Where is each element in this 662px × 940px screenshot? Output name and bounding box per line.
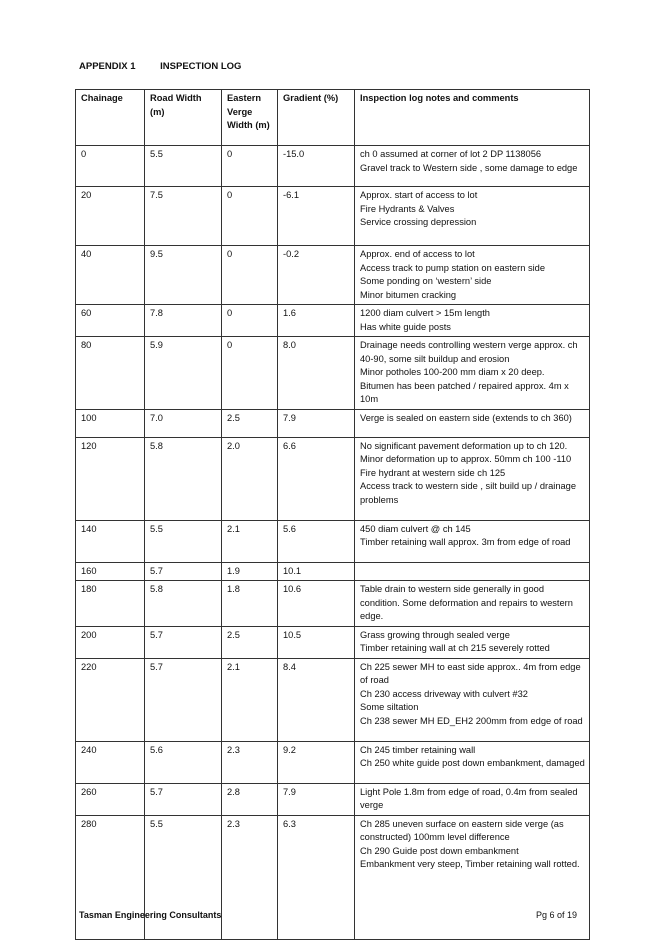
cell-road-width: 5.9 xyxy=(145,337,222,410)
note-line: Ch 230 access driveway with culvert #32 xyxy=(360,688,528,699)
cell-verge-width: 2.3 xyxy=(222,741,278,783)
table-row xyxy=(76,146,590,187)
cell-notes xyxy=(355,409,590,437)
cell-road-width: 5.5 xyxy=(145,146,222,187)
note-line: Embankment very steep, Timber retaining wall rotted. xyxy=(360,859,580,869)
col-eastern-verge-width: Eastern Verge Width (m) xyxy=(222,90,278,146)
table-row xyxy=(76,187,590,246)
note-line: Fire hydrant at western side ch 125 xyxy=(360,467,506,478)
note-line xyxy=(360,230,585,244)
cell-chainage: 40 xyxy=(76,246,145,305)
note-line: Some siltation xyxy=(360,702,419,712)
cell-notes xyxy=(355,246,590,305)
cell-road-width: 5.5 xyxy=(145,815,222,939)
cell-gradient: 5.6 xyxy=(278,520,355,562)
table-header-row xyxy=(76,90,590,146)
note-line: Bitumen has been patched / repaired approx. 4m x 10m xyxy=(360,380,569,404)
cell-road-width: 5.5 xyxy=(145,520,222,562)
cell-notes xyxy=(355,187,590,246)
note-line: Ch 245 timber retaining wall xyxy=(360,744,476,755)
note-line: 1200 diam culvert > 15m length xyxy=(360,308,490,318)
cell-gradient: 6.3 xyxy=(278,815,355,939)
cell-notes xyxy=(355,626,590,658)
cell-chainage: 220 xyxy=(76,658,145,741)
note-line: Has white guide posts xyxy=(360,321,451,332)
cell-chainage: 140 xyxy=(76,520,145,562)
cell-verge-width: 2.1 xyxy=(222,520,278,562)
cell-notes xyxy=(355,520,590,562)
cell-road-width: 7.0 xyxy=(145,409,222,437)
table-body xyxy=(76,146,590,940)
cell-road-width: 5.8 xyxy=(145,581,222,627)
note-line: Approx. end of access to lot xyxy=(360,249,475,259)
cell-road-width: 5.7 xyxy=(145,783,222,815)
table-row xyxy=(76,337,590,410)
note-line: Table drain to western side generally in good condition. Some deformation and repairs to western edge. xyxy=(360,584,573,621)
cell-verge-width: 1.9 xyxy=(222,562,278,581)
note-line: Timber retaining wall approx. 3m from edge of road xyxy=(360,537,571,547)
footer-page-number: Pg 6 of 19 xyxy=(536,910,578,920)
cell-notes xyxy=(355,562,590,581)
note-line: Grass growing through sealed verge xyxy=(360,629,510,640)
table-row xyxy=(76,741,590,783)
cell-road-width: 5.8 xyxy=(145,437,222,520)
cell-verge-width: 0 xyxy=(222,187,278,246)
cell-gradient: 10.1 xyxy=(278,562,355,581)
cell-verge-width: 2.5 xyxy=(222,626,278,658)
cell-gradient: 10.6 xyxy=(278,581,355,627)
cell-road-width: 9.5 xyxy=(145,246,222,305)
table-row xyxy=(76,581,590,627)
note-line: Drainage needs controlling western verge approx. ch 40-90, some silt buildup and erosion xyxy=(360,340,578,364)
cell-verge-width: 2.0 xyxy=(222,437,278,520)
note-line: Ch 250 white guide post down embankment, damaged xyxy=(360,758,585,768)
table-row xyxy=(76,520,590,562)
cell-verge-width: 1.8 xyxy=(222,581,278,627)
cell-gradient: 8.4 xyxy=(278,658,355,741)
cell-chainage: 20 xyxy=(76,187,145,246)
cell-verge-width: 2.1 xyxy=(222,658,278,741)
cell-chainage: 160 xyxy=(76,562,145,581)
note-line: Ch 285 uneven surface on eastern side verge (as constructed) 100mm level difference xyxy=(360,818,564,842)
cell-verge-width: 0 xyxy=(222,305,278,337)
note-line: Verge is sealed on eastern side (extends to ch 360) xyxy=(360,412,572,423)
table-row xyxy=(76,305,590,337)
cell-notes xyxy=(355,305,590,337)
cell-verge-width: 2.3 xyxy=(222,815,278,939)
cell-chainage: 280 xyxy=(76,815,145,939)
note-line: Access track to pump station on eastern side xyxy=(360,262,545,273)
cell-notes xyxy=(355,815,590,939)
cell-notes xyxy=(355,658,590,741)
cell-chainage: 100 xyxy=(76,409,145,437)
col-chainage: Chainage xyxy=(76,90,145,146)
cell-verge-width: 0 xyxy=(222,146,278,187)
footer-company: Tasman Engineering Consultants xyxy=(79,910,222,920)
cell-verge-width: 0 xyxy=(222,246,278,305)
cell-gradient: 7.9 xyxy=(278,783,355,815)
cell-chainage: 60 xyxy=(76,305,145,337)
note-line: No significant pavement deformation up to ch 120. Minor deformation up to approx. 50mm ch 100 -110 xyxy=(360,440,572,464)
cell-verge-width: 2.8 xyxy=(222,783,278,815)
note-line: ch 0 assumed at corner of lot 2 DP 1138056 xyxy=(360,149,542,159)
cell-chainage: 120 xyxy=(76,437,145,520)
table-row xyxy=(76,562,590,581)
cell-chainage: 180 xyxy=(76,581,145,627)
note-line: Light Pole 1.8m from edge of road, 0.4m from sealed verge xyxy=(360,786,578,810)
cell-gradient: 7.9 xyxy=(278,409,355,437)
table-row xyxy=(76,626,590,658)
note-line: Approx. start of access to lot xyxy=(360,190,478,200)
cell-chainage: 240 xyxy=(76,741,145,783)
cell-verge-width: 2.5 xyxy=(222,409,278,437)
appendix-title: INSPECTION LOG xyxy=(160,61,242,72)
cell-chainage: 0 xyxy=(76,146,145,187)
cell-gradient: -6.1 xyxy=(278,187,355,246)
table-row xyxy=(76,783,590,815)
note-line: Gravel track to Western side , some damage to edge xyxy=(360,162,578,173)
table-row xyxy=(76,815,590,939)
note-line: Ch 225 sewer MH to east side approx.. 4m from edge of road xyxy=(360,661,581,685)
cell-notes xyxy=(355,146,590,187)
note-line: Ch 290 Guide post down embankment xyxy=(360,845,519,856)
cell-gradient: 9.2 xyxy=(278,741,355,783)
appendix-label: APPENDIX 1 xyxy=(79,61,136,72)
cell-chainage: 200 xyxy=(76,626,145,658)
note-line: Minor potholes 100-200 mm diam x 20 deep. xyxy=(360,367,545,377)
col-road-width: Road Width (m) xyxy=(145,90,222,146)
appendix-heading xyxy=(79,61,241,72)
cell-notes xyxy=(355,581,590,627)
inspection-log-table xyxy=(75,89,590,940)
cell-road-width: 5.7 xyxy=(145,626,222,658)
col-notes: Inspection log notes and comments xyxy=(355,90,590,146)
cell-notes xyxy=(355,437,590,520)
table-row xyxy=(76,246,590,305)
note-line: Ch 238 sewer MH ED_EH2 200mm from edge of road xyxy=(360,715,583,726)
note-line: Minor bitumen cracking xyxy=(360,289,457,300)
note-line: 450 diam culvert @ ch 145 xyxy=(360,523,471,534)
cell-notes xyxy=(355,337,590,410)
cell-road-width: 7.5 xyxy=(145,187,222,246)
table-row xyxy=(76,437,590,520)
note-line: Service crossing depression xyxy=(360,217,477,227)
cell-verge-width: 0 xyxy=(222,337,278,410)
cell-gradient: 8.0 xyxy=(278,337,355,410)
col-gradient: Gradient (%) xyxy=(278,90,355,146)
note-line: Timber retaining wall at ch 215 severely rotted xyxy=(360,643,550,653)
table-row xyxy=(76,409,590,437)
cell-notes xyxy=(355,783,590,815)
note-line: Some ponding on ‘western’ side xyxy=(360,276,492,286)
cell-gradient: 6.6 xyxy=(278,437,355,520)
cell-gradient: 10.5 xyxy=(278,626,355,658)
cell-notes xyxy=(355,741,590,783)
cell-chainage: 80 xyxy=(76,337,145,410)
note-line: Access track to western side , silt build up / drainage problems xyxy=(360,481,576,505)
cell-road-width: 5.7 xyxy=(145,562,222,581)
cell-gradient: -15.0 xyxy=(278,146,355,187)
note-line: Fire Hydrants & Valves xyxy=(360,203,455,214)
cell-chainage: 260 xyxy=(76,783,145,815)
cell-road-width: 5.6 xyxy=(145,741,222,783)
cell-road-width: 5.7 xyxy=(145,658,222,741)
cell-gradient: 1.6 xyxy=(278,305,355,337)
cell-gradient: -0.2 xyxy=(278,246,355,305)
cell-road-width: 7.8 xyxy=(145,305,222,337)
table-row xyxy=(76,658,590,741)
